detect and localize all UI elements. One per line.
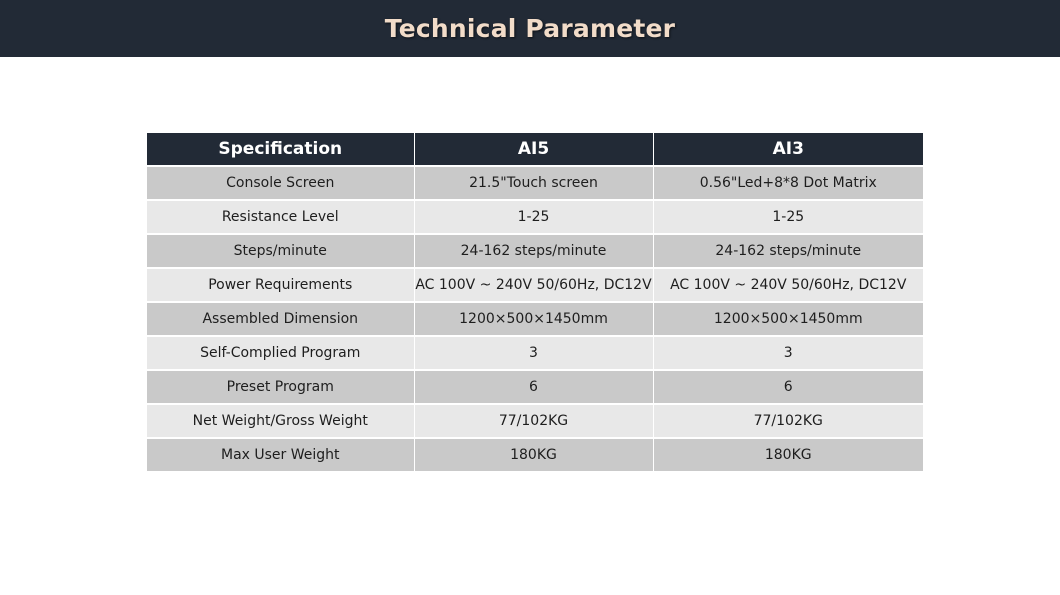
ai3-value-cell: 77/102KG [653,404,923,438]
ai3-value-cell: 6 [653,370,923,404]
ai3-value-cell: 3 [653,336,923,370]
ai5-value-cell: 180KG [414,438,653,472]
ai3-value-cell: 1-25 [653,200,923,234]
spec-name-cell: Console Screen [147,166,414,200]
header-bar [0,0,1060,57]
spec-name-cell: Power Requirements [147,268,414,302]
table-row [147,370,923,404]
column-header-ai3: AI3 [653,133,923,166]
spec-name-cell: Steps/minute [147,234,414,268]
ai3-value-cell: 180KG [653,438,923,472]
spec-name-cell: Assembled Dimension [147,302,414,336]
spec-name-cell: Net Weight/Gross Weight [147,404,414,438]
ai3-value-cell: 0.56"Led+8*8 Dot Matrix [653,166,923,200]
spec-name-cell: Max User Weight [147,438,414,472]
spec-name-cell: Self-Complied Program [147,336,414,370]
table-row [147,234,923,268]
ai5-value-cell: 1-25 [414,200,653,234]
spec-table [147,133,923,473]
ai3-value-cell: 1200×500×1450mm [653,302,923,336]
page-title: Technical Parameter [384,14,676,43]
table-row [147,166,923,200]
spec-name-cell: Preset Program [147,370,414,404]
table-row [147,438,923,472]
spec-name-cell: Resistance Level [147,200,414,234]
ai5-value-cell: 3 [414,336,653,370]
table-row [147,200,923,234]
column-header-ai5: AI5 [414,133,653,166]
ai5-value-cell: 21.5"Touch screen [414,166,653,200]
ai5-value-cell: AC 100V ~ 240V 50/60Hz, DC12V [414,268,653,302]
ai5-value-cell: 6 [414,370,653,404]
table-header-row [147,133,923,166]
ai3-value-cell: AC 100V ~ 240V 50/60Hz, DC12V [653,268,923,302]
table-row [147,302,923,336]
table-row [147,336,923,370]
ai3-value-cell: 24-162 steps/minute [653,234,923,268]
table-row [147,404,923,438]
table-row [147,268,923,302]
ai5-value-cell: 1200×500×1450mm [414,302,653,336]
column-header-specification: Specification [147,133,414,166]
ai5-value-cell: 77/102KG [414,404,653,438]
ai5-value-cell: 24-162 steps/minute [414,234,653,268]
